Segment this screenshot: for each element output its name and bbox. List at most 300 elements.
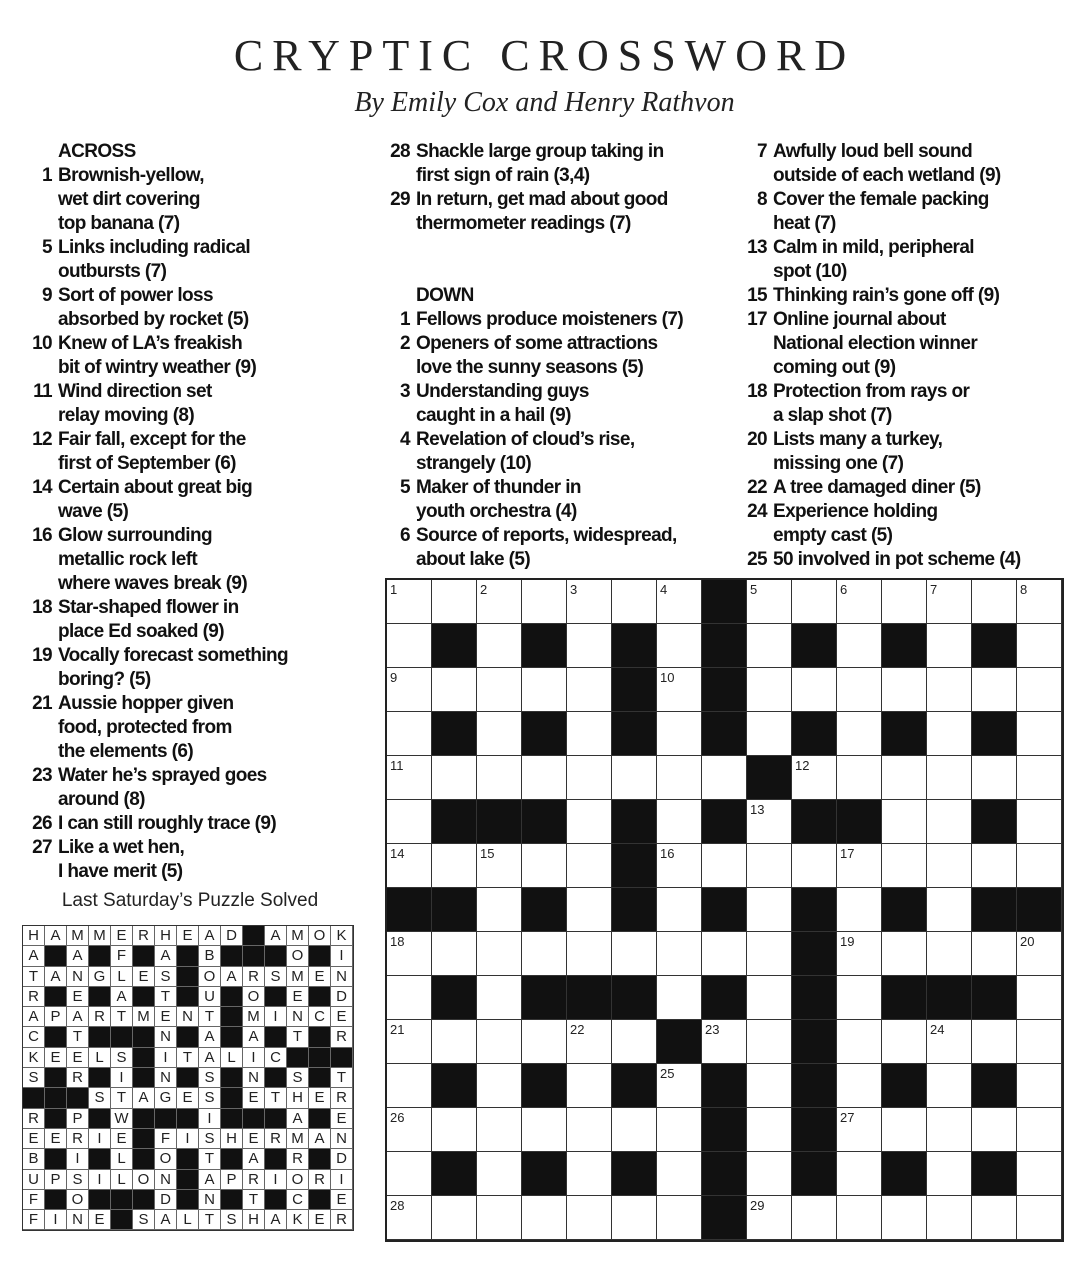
- mini-letter-cell: I: [89, 1129, 111, 1149]
- grid-cell[interactable]: [612, 580, 657, 624]
- grid-cell[interactable]: [612, 1020, 657, 1064]
- grid-cell[interactable]: [387, 1108, 432, 1152]
- clue-text-line: top banana (7): [58, 213, 180, 234]
- grid-cell[interactable]: [567, 624, 612, 668]
- clue-number: 9: [42, 285, 52, 306]
- grid-cell[interactable]: [432, 1020, 477, 1064]
- mini-letter-cell: T: [287, 1027, 309, 1047]
- black-square: [882, 1152, 927, 1196]
- grid-cell[interactable]: [837, 844, 882, 888]
- grid-cell[interactable]: [567, 888, 612, 932]
- mini-black-cell: [177, 1068, 199, 1088]
- grid-cell[interactable]: [927, 1108, 972, 1152]
- mini-black-cell: [111, 1210, 133, 1230]
- mini-letter-cell: A: [23, 946, 45, 966]
- clue-text-line: thermometer readings (7): [416, 213, 631, 234]
- grid-cell[interactable]: [747, 1152, 792, 1196]
- cell-number: 18: [390, 934, 405, 949]
- mini-black-cell: [265, 1027, 287, 1047]
- mini-letter-cell: K: [23, 1048, 45, 1068]
- grid-cell[interactable]: [612, 1108, 657, 1152]
- mini-letter-cell: R: [89, 1007, 111, 1027]
- mini-letter-cell: H: [23, 926, 45, 946]
- grid-cell[interactable]: [612, 932, 657, 976]
- mini-letter-cell: R: [67, 1129, 89, 1149]
- mini-black-cell: [45, 1088, 67, 1108]
- grid-cell[interactable]: [927, 844, 972, 888]
- grid-cell[interactable]: [972, 756, 1017, 800]
- mini-black-cell: [89, 1190, 111, 1210]
- grid-cell[interactable]: [792, 1196, 837, 1240]
- mini-letter-cell: M: [287, 1129, 309, 1149]
- grid-cell[interactable]: [387, 1196, 432, 1240]
- clue-number: 5: [400, 477, 410, 498]
- clue-item: [24, 524, 364, 596]
- black-square: [882, 624, 927, 668]
- grid-cell[interactable]: [522, 844, 567, 888]
- mini-letter-cell: M: [243, 1007, 265, 1027]
- grid-cell[interactable]: [747, 800, 792, 844]
- clue-number: 4: [400, 429, 410, 450]
- grid-cell[interactable]: [432, 580, 477, 624]
- mini-letter-cell: A: [265, 926, 287, 946]
- black-square: [702, 712, 747, 756]
- black-square: [972, 1064, 1017, 1108]
- clue-text-line: Vocally forecast something: [58, 645, 289, 666]
- mini-letter-cell: E: [67, 987, 89, 1007]
- mini-letter-cell: S: [287, 1068, 309, 1088]
- grid-cell[interactable]: [387, 580, 432, 624]
- black-square: [702, 800, 747, 844]
- grid-cell[interactable]: [477, 1020, 522, 1064]
- grid-cell[interactable]: [522, 1020, 567, 1064]
- cell-number: 13: [750, 802, 765, 817]
- grid-cell[interactable]: [522, 1196, 567, 1240]
- clue-number: 1: [400, 309, 410, 330]
- grid-cell[interactable]: [567, 1064, 612, 1108]
- mini-letter-cell: N: [199, 1190, 221, 1210]
- grid-cell[interactable]: [1017, 1152, 1062, 1196]
- grid-cell[interactable]: [927, 932, 972, 976]
- mini-letter-cell: I: [331, 1170, 353, 1190]
- grid-cell[interactable]: [837, 888, 882, 932]
- mini-letter-cell: C: [309, 1007, 331, 1027]
- grid-cell[interactable]: [747, 888, 792, 932]
- clue-text-line: first of September (6): [58, 453, 236, 474]
- mini-letter-cell: N: [155, 1068, 177, 1088]
- grid-cell[interactable]: [927, 800, 972, 844]
- mini-letter-cell: E: [177, 926, 199, 946]
- grid-cell[interactable]: [1017, 1108, 1062, 1152]
- black-square: [882, 1064, 927, 1108]
- grid-cell[interactable]: [882, 1196, 927, 1240]
- clue-text-line: Links including radical: [58, 237, 251, 258]
- grid-cell[interactable]: [657, 1196, 702, 1240]
- grid-cell[interactable]: [522, 932, 567, 976]
- clue-number: 18: [747, 381, 767, 402]
- grid-cell[interactable]: [747, 932, 792, 976]
- grid-cell[interactable]: [432, 756, 477, 800]
- cell-number: 4: [660, 582, 668, 597]
- clue-item: [24, 164, 364, 236]
- grid-cell[interactable]: [612, 1196, 657, 1240]
- grid-cell[interactable]: [927, 1020, 972, 1064]
- black-square: [972, 976, 1017, 1020]
- grid-cell[interactable]: [432, 668, 477, 712]
- grid-cell[interactable]: [747, 976, 792, 1020]
- mini-black-cell: [45, 946, 67, 966]
- clue-number: 2: [400, 333, 410, 354]
- grid-cell[interactable]: [657, 844, 702, 888]
- grid-cell[interactable]: [1017, 844, 1062, 888]
- grid-cell[interactable]: [657, 976, 702, 1020]
- grid-cell[interactable]: [477, 668, 522, 712]
- clue-text-line: I can still roughly trace (9): [58, 813, 277, 834]
- grid-cell[interactable]: [477, 1196, 522, 1240]
- mini-letter-cell: U: [23, 1170, 45, 1190]
- last-puzzle-grid: [22, 925, 354, 1231]
- mini-letter-cell: O: [67, 1190, 89, 1210]
- grid-cell[interactable]: [477, 932, 522, 976]
- mini-black-cell: [45, 987, 67, 1007]
- grid-cell[interactable]: [747, 1020, 792, 1064]
- mini-letter-cell: R: [309, 1170, 331, 1190]
- mini-letter-cell: I: [265, 1170, 287, 1190]
- mini-black-cell: [309, 1109, 331, 1129]
- grid-cell[interactable]: [747, 1064, 792, 1108]
- grid-cell[interactable]: [522, 668, 567, 712]
- grid-cell[interactable]: [837, 1108, 882, 1152]
- mini-letter-cell: F: [23, 1190, 45, 1210]
- grid-cell[interactable]: [477, 580, 522, 624]
- grid-cell[interactable]: [387, 1020, 432, 1064]
- clue-number: 27: [32, 837, 52, 858]
- clue-text-line: National election winner: [773, 333, 978, 354]
- black-square: [702, 888, 747, 932]
- grid-cell[interactable]: [837, 668, 882, 712]
- grid-cell[interactable]: [747, 580, 792, 624]
- clue-text-line: Fellows produce moisteners (7): [416, 309, 684, 330]
- grid-cell[interactable]: [792, 580, 837, 624]
- clue-number: 6: [400, 525, 410, 546]
- black-square: [702, 580, 747, 624]
- mini-letter-cell: L: [111, 1170, 133, 1190]
- black-square: [612, 1152, 657, 1196]
- grid-cell[interactable]: [567, 1020, 612, 1064]
- grid-cell[interactable]: [477, 624, 522, 668]
- grid-cell[interactable]: [927, 712, 972, 756]
- grid-cell[interactable]: [882, 668, 927, 712]
- grid-cell[interactable]: [927, 888, 972, 932]
- clue-item: [382, 188, 722, 236]
- down-heading: DOWN: [416, 285, 474, 306]
- grid-cell[interactable]: [837, 1020, 882, 1064]
- black-square: [522, 888, 567, 932]
- grid-cell[interactable]: [387, 712, 432, 756]
- grid-cell[interactable]: [387, 1064, 432, 1108]
- grid-cell[interactable]: [567, 1196, 612, 1240]
- grid-cell[interactable]: [522, 756, 567, 800]
- grid-cell[interactable]: [432, 1196, 477, 1240]
- clue-text-line: Calm in mild, peripheral: [773, 237, 974, 258]
- mini-letter-cell: A: [199, 1170, 221, 1190]
- grid-cell[interactable]: [837, 932, 882, 976]
- mini-letter-cell: R: [23, 987, 45, 1007]
- black-square: [522, 624, 567, 668]
- mini-letter-cell: R: [287, 1149, 309, 1169]
- grid-cell[interactable]: [477, 1064, 522, 1108]
- grid-cell[interactable]: [747, 668, 792, 712]
- grid-cell[interactable]: [882, 1108, 927, 1152]
- mini-black-cell: [89, 987, 111, 1007]
- mini-black-cell: [133, 1068, 155, 1088]
- mini-letter-cell: R: [133, 926, 155, 946]
- grid-cell[interactable]: [837, 712, 882, 756]
- grid-cell[interactable]: [387, 1152, 432, 1196]
- grid-cell[interactable]: [657, 624, 702, 668]
- clue-number: 25: [747, 549, 767, 570]
- mini-letter-cell: O: [199, 967, 221, 987]
- grid-cell[interactable]: [972, 1108, 1017, 1152]
- mini-letter-cell: R: [67, 1068, 89, 1088]
- grid-cell[interactable]: [477, 888, 522, 932]
- grid-cell[interactable]: [432, 1108, 477, 1152]
- grid-cell[interactable]: [927, 1196, 972, 1240]
- grid-cell[interactable]: [747, 844, 792, 888]
- clue-text-line: caught in a hail (9): [416, 405, 571, 426]
- grid-cell[interactable]: [477, 976, 522, 1020]
- grid-cell[interactable]: [747, 624, 792, 668]
- mini-letter-cell: T: [23, 967, 45, 987]
- grid-cell[interactable]: [1017, 668, 1062, 712]
- grid-cell[interactable]: [882, 1020, 927, 1064]
- grid-cell[interactable]: [837, 756, 882, 800]
- grid-cell[interactable]: [1017, 624, 1062, 668]
- grid-cell[interactable]: [567, 800, 612, 844]
- grid-cell[interactable]: [882, 580, 927, 624]
- grid-cell[interactable]: [477, 712, 522, 756]
- grid-cell[interactable]: [567, 712, 612, 756]
- grid-cell[interactable]: [567, 1108, 612, 1152]
- mini-black-cell: [309, 987, 331, 1007]
- black-square: [522, 1152, 567, 1196]
- mini-letter-cell: E: [331, 1190, 353, 1210]
- grid-cell[interactable]: [882, 932, 927, 976]
- mini-letter-cell: H: [155, 926, 177, 946]
- grid-cell[interactable]: [972, 932, 1017, 976]
- clue-number: 23: [32, 765, 52, 786]
- grid-cell[interactable]: [792, 756, 837, 800]
- clue-number: 13: [747, 237, 767, 258]
- mini-black-cell: [89, 946, 111, 966]
- black-square: [792, 1020, 837, 1064]
- grid-cell[interactable]: [477, 756, 522, 800]
- grid-cell[interactable]: [837, 1196, 882, 1240]
- mini-letter-cell: S: [133, 1210, 155, 1230]
- grid-cell[interactable]: [972, 668, 1017, 712]
- mini-letter-cell: I: [155, 1048, 177, 1068]
- black-square: [972, 888, 1017, 932]
- mini-black-cell: [45, 1027, 67, 1047]
- grid-cell[interactable]: [972, 580, 1017, 624]
- mini-black-cell: [45, 1068, 67, 1088]
- grid-cell[interactable]: [567, 668, 612, 712]
- mini-letter-cell: E: [67, 1048, 89, 1068]
- grid-cell[interactable]: [927, 1064, 972, 1108]
- grid-cell[interactable]: [387, 844, 432, 888]
- grid-cell[interactable]: [387, 668, 432, 712]
- grid-cell[interactable]: [1017, 800, 1062, 844]
- grid-cell[interactable]: [927, 580, 972, 624]
- grid-cell[interactable]: [927, 1152, 972, 1196]
- grid-cell[interactable]: [567, 932, 612, 976]
- mini-black-cell: [177, 1190, 199, 1210]
- clue-text-line: wave (5): [58, 501, 129, 522]
- grid-cell[interactable]: [702, 756, 747, 800]
- grid-cell[interactable]: [702, 844, 747, 888]
- clue-text-line: Maker of thunder in: [416, 477, 581, 498]
- grid-cell[interactable]: [1017, 580, 1062, 624]
- cell-number: 1: [390, 582, 398, 597]
- mini-black-cell: [221, 1007, 243, 1027]
- clue-item: [24, 476, 364, 524]
- grid-cell[interactable]: [657, 712, 702, 756]
- clue-text-line: strangely (10): [416, 453, 532, 474]
- grid-cell[interactable]: [1017, 756, 1062, 800]
- clue-number: 29: [390, 189, 410, 210]
- mini-letter-cell: U: [199, 987, 221, 1007]
- grid-cell[interactable]: [657, 932, 702, 976]
- crossword-grid: [385, 578, 1064, 1242]
- mini-letter-cell: N: [331, 967, 353, 987]
- grid-cell[interactable]: [837, 976, 882, 1020]
- mini-black-cell: [265, 1190, 287, 1210]
- grid-cell[interactable]: [657, 1064, 702, 1108]
- grid-cell[interactable]: [747, 1108, 792, 1152]
- grid-cell[interactable]: [432, 844, 477, 888]
- grid-cell[interactable]: [657, 800, 702, 844]
- mini-letter-cell: H: [221, 1129, 243, 1149]
- mini-letter-cell: A: [243, 1149, 265, 1169]
- mini-letter-cell: I: [243, 1048, 265, 1068]
- grid-cell[interactable]: [702, 932, 747, 976]
- mini-black-cell: [287, 1048, 309, 1068]
- grid-cell[interactable]: [567, 756, 612, 800]
- grid-cell[interactable]: [1017, 1020, 1062, 1064]
- cell-number: 17: [840, 846, 855, 861]
- grid-cell[interactable]: [477, 1108, 522, 1152]
- grid-cell[interactable]: [657, 1108, 702, 1152]
- grid-cell[interactable]: [927, 668, 972, 712]
- mini-black-cell: [177, 1027, 199, 1047]
- mini-letter-cell: N: [287, 1007, 309, 1027]
- grid-cell[interactable]: [837, 1064, 882, 1108]
- grid-cell[interactable]: [702, 1020, 747, 1064]
- mini-letter-cell: E: [309, 1088, 331, 1108]
- mini-black-cell: [243, 926, 265, 946]
- mini-letter-cell: O: [287, 946, 309, 966]
- grid-cell[interactable]: [657, 668, 702, 712]
- grid-cell[interactable]: [927, 756, 972, 800]
- grid-cell[interactable]: [882, 844, 927, 888]
- grid-cell[interactable]: [1017, 976, 1062, 1020]
- grid-cell[interactable]: [387, 756, 432, 800]
- grid-cell[interactable]: [927, 624, 972, 668]
- grid-cell[interactable]: [972, 1196, 1017, 1240]
- grid-cell[interactable]: [972, 844, 1017, 888]
- grid-cell[interactable]: [1017, 712, 1062, 756]
- grid-cell[interactable]: [522, 580, 567, 624]
- grid-cell[interactable]: [747, 1196, 792, 1240]
- mini-letter-cell: S: [265, 967, 287, 987]
- grid-cell[interactable]: [792, 844, 837, 888]
- grid-cell[interactable]: [1017, 1196, 1062, 1240]
- grid-cell[interactable]: [612, 756, 657, 800]
- mini-letter-cell: E: [309, 1210, 331, 1230]
- grid-cell[interactable]: [657, 888, 702, 932]
- grid-cell[interactable]: [567, 1152, 612, 1196]
- grid-cell[interactable]: [657, 580, 702, 624]
- grid-cell[interactable]: [837, 580, 882, 624]
- clue-text-line: Thinking rain’s gone off (9): [773, 285, 1000, 306]
- clue-number: 26: [32, 813, 52, 834]
- grid-cell[interactable]: [657, 1152, 702, 1196]
- grid-cell[interactable]: [747, 712, 792, 756]
- grid-cell[interactable]: [522, 1108, 567, 1152]
- clue-item: [24, 812, 364, 836]
- grid-cell[interactable]: [882, 800, 927, 844]
- mini-letter-cell: A: [155, 946, 177, 966]
- grid-cell[interactable]: [792, 668, 837, 712]
- mini-letter-cell: A: [287, 1109, 309, 1129]
- grid-cell[interactable]: [387, 624, 432, 668]
- grid-cell[interactable]: [1017, 1064, 1062, 1108]
- grid-cell[interactable]: [882, 756, 927, 800]
- cell-number: 11: [390, 758, 404, 773]
- mini-letter-cell: L: [111, 1149, 133, 1169]
- mini-letter-cell: A: [23, 1007, 45, 1027]
- grid-cell[interactable]: [1017, 932, 1062, 976]
- grid-cell[interactable]: [837, 624, 882, 668]
- grid-cell[interactable]: [567, 580, 612, 624]
- mini-letter-cell: T: [111, 1088, 133, 1108]
- mini-letter-cell: O: [243, 987, 265, 1007]
- grid-cell[interactable]: [432, 932, 477, 976]
- grid-cell[interactable]: [567, 844, 612, 888]
- cell-number: 16: [660, 846, 675, 861]
- black-square: [792, 712, 837, 756]
- mini-letter-cell: E: [309, 967, 331, 987]
- mini-black-cell: [221, 1068, 243, 1088]
- mini-black-cell: [111, 1190, 133, 1210]
- mini-black-cell: [265, 1068, 287, 1088]
- grid-cell[interactable]: [657, 756, 702, 800]
- black-square: [792, 1152, 837, 1196]
- mini-letter-cell: I: [67, 1149, 89, 1169]
- mini-letter-cell: K: [331, 926, 353, 946]
- grid-cell[interactable]: [387, 800, 432, 844]
- grid-cell[interactable]: [387, 932, 432, 976]
- clue-number: 12: [32, 429, 52, 450]
- grid-cell[interactable]: [837, 1152, 882, 1196]
- grid-cell[interactable]: [477, 844, 522, 888]
- mini-black-cell: [45, 1190, 67, 1210]
- clue-text-line: empty cast (5): [773, 525, 893, 546]
- grid-cell[interactable]: [972, 1020, 1017, 1064]
- mini-letter-cell: C: [23, 1027, 45, 1047]
- grid-cell[interactable]: [387, 976, 432, 1020]
- grid-cell[interactable]: [477, 1152, 522, 1196]
